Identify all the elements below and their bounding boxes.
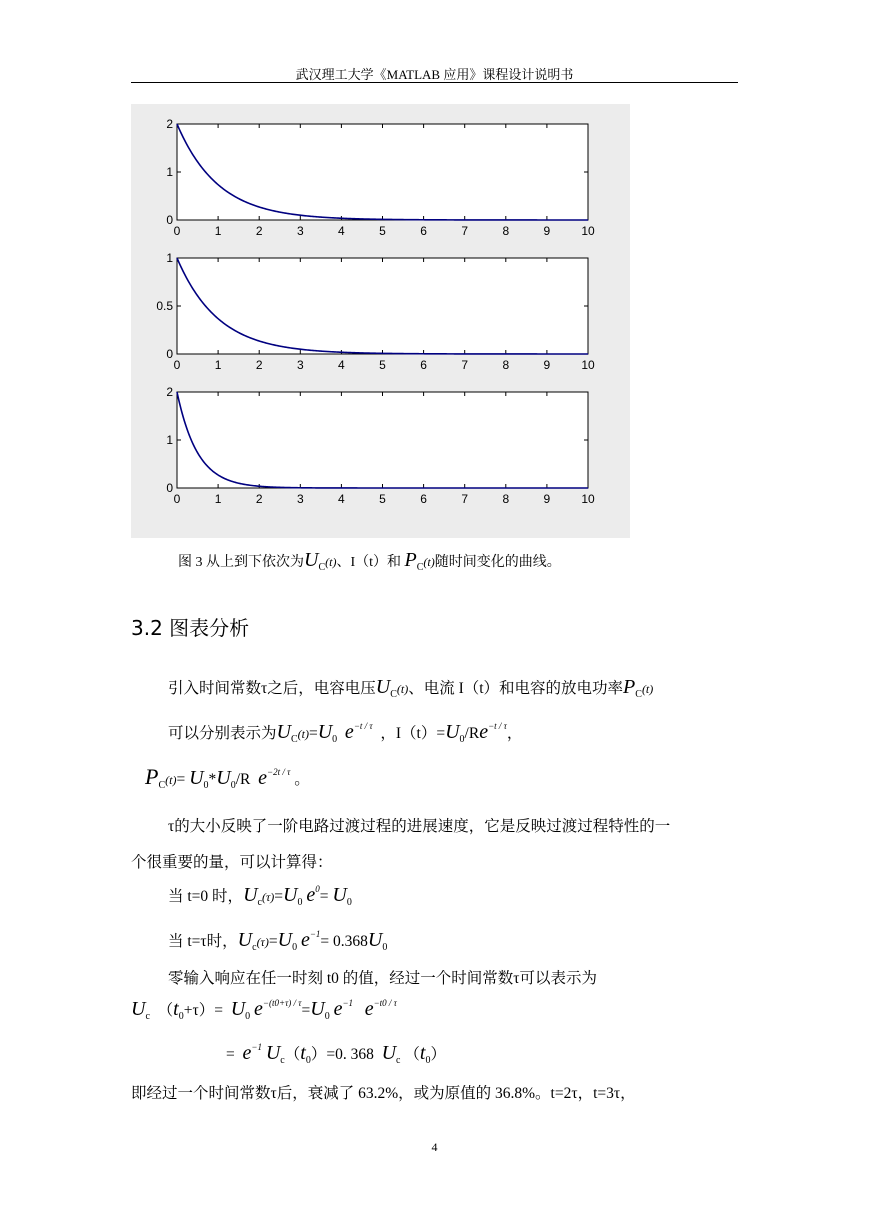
caption-symbol-p: P: [404, 549, 417, 571]
para-line-1: 引入时间常数τ之后，电容电压$U_C(t)$、电流 I（t）和电容的放电功率$P_C(t)$: [168, 676, 654, 700]
header-rule: [131, 82, 738, 83]
x-tick-label: 7: [461, 224, 469, 238]
plot-area-1: [177, 124, 588, 220]
caption-arg: (t): [325, 555, 337, 569]
para-line-11: 即经过一个时间常数τ后，衰减了 63.2%，或为原值的 36.8%。t=2τ，t=3τ，: [131, 1085, 636, 1102]
x-tick-label: 5: [379, 358, 386, 372]
text-run: /R: [464, 725, 480, 742]
x-tick-label: 3: [296, 492, 304, 506]
text-run: = 0.368: [320, 933, 368, 950]
plot-area-3: [177, 392, 588, 488]
y-tick-label: 1: [166, 165, 173, 179]
y-tick-label: 0: [166, 213, 173, 227]
caption-arg2: (t): [423, 555, 435, 569]
para-line-9: $U_c$ $(t_0+\tau)= U_0$ $e^{-(t0+\tau) / \tau}=U_0$ $e^{-1}$ $e^{-t0 / \tau}$: [131, 998, 397, 1022]
section-title: 3.2 图表分析: [131, 616, 250, 640]
x-tick-label: 4: [338, 492, 345, 506]
para-line-4: τ的大小反映了一阶电路过渡过程的进展速度，它是反映过渡过程特性的一: [168, 818, 671, 835]
running-header: 武汉理工大学《MATLAB 应用》课程设计说明书: [295, 67, 574, 82]
text-run: 引入时间常数τ之后，电容电压: [168, 680, 376, 697]
page-number: 4: [431, 1140, 438, 1154]
caption-subscript-c2: C: [416, 562, 424, 573]
x-tick-label: 0: [173, 224, 181, 238]
y-tick-label: 0: [166, 347, 173, 361]
x-tick-label: 0: [173, 492, 181, 506]
caption-subscript-c: C: [318, 562, 326, 573]
caption-symbol-u: U: [304, 549, 319, 571]
para-line-10: = $e^{-1}$ $U_c(t_0)=0$. 368 $U_c$ $(t_0)$: [226, 1042, 446, 1066]
formula-pc: P: [623, 676, 636, 698]
x-tick-label: 4: [338, 358, 345, 372]
para-line-8: 零输入响应在任一时刻 t0 的值，经过一个时间常数τ可以表示为: [168, 970, 598, 987]
x-tick-label: 0: [173, 358, 181, 372]
text-run: ，I（t）=: [380, 725, 446, 742]
para-line-2: 可以分别表示为$U_C(t)=U_0$ $e^{-t / \tau}$ ，$I(t)=U_0/Re^{-t / \tau}$，: [168, 721, 523, 745]
caption-middle: 、I（t）和: [336, 555, 402, 570]
x-tick-label: 1: [214, 358, 222, 372]
x-tick-label: 2: [255, 224, 263, 238]
x-tick-label: 10: [581, 492, 595, 506]
text-run: 、电流 I（t）和电容的放电功率: [408, 680, 624, 697]
x-tick-label: 8: [502, 492, 510, 506]
x-tick-label: 5: [379, 224, 386, 238]
x-tick-label: 10: [581, 358, 595, 372]
x-tick-label: 3: [296, 358, 304, 372]
caption-prefix: 图 3 从上到下依次为: [178, 555, 304, 570]
x-tick-label: 10: [581, 224, 595, 238]
text-run: ，: [506, 725, 523, 742]
y-tick-label: 0: [166, 481, 173, 495]
x-tick-label: 5: [379, 492, 386, 506]
x-tick-label: 2: [255, 358, 263, 372]
x-tick-label: 1: [214, 492, 222, 506]
text-run: 当 t=τ时，: [168, 933, 238, 950]
y-tick-label: 0.5: [156, 299, 173, 313]
x-tick-label: 8: [502, 358, 510, 372]
para-line-3: $P_C(t)= U_0*U_0/R$ $e^{-2t / \tau}$ 。: [145, 764, 310, 791]
figure-caption: [178, 549, 561, 572]
x-tick-label: 8: [502, 224, 510, 238]
y-tick-label: 2: [166, 385, 173, 399]
x-tick-label: 4: [338, 224, 345, 238]
text-run: =0. 368: [326, 1046, 374, 1063]
x-tick-label: 6: [420, 224, 427, 238]
x-tick-label: 3: [296, 224, 304, 238]
x-tick-label: 9: [543, 224, 551, 238]
x-tick-label: 1: [214, 224, 222, 238]
figure-3-plots: [131, 104, 630, 538]
x-tick-label: 7: [461, 492, 469, 506]
formula-uc: U: [375, 676, 391, 698]
text-run: 当 t=0 时，: [168, 888, 244, 905]
text-run: 可以分别表示为: [168, 725, 277, 742]
formula-pc: P: [145, 764, 159, 789]
plot-area-2: [177, 258, 588, 354]
y-tick-label: 2: [166, 117, 173, 131]
x-tick-label: 9: [543, 358, 551, 372]
caption-suffix: 随时间变化的曲线。: [434, 555, 561, 570]
x-tick-label: 2: [255, 492, 263, 506]
figure-3: [131, 104, 630, 538]
x-tick-label: 6: [420, 492, 427, 506]
y-tick-label: 1: [166, 251, 173, 265]
x-tick-label: 7: [461, 358, 469, 372]
formula-uc: U: [276, 721, 291, 743]
para-line-6: 当 t=0 时，$U_c(\tau)=U_0$ $e^0= U_0$: [168, 884, 352, 908]
para-line-5: 个很重要的量，可以计算得：: [131, 854, 333, 871]
y-tick-label: 1: [166, 433, 173, 447]
x-tick-label: 6: [420, 358, 427, 372]
x-tick-label: 9: [543, 492, 551, 506]
para-line-7: 当 t=τ时，$U_c(\tau)=U_0$ $e^{-1}= 0.368U_0$: [168, 929, 388, 953]
